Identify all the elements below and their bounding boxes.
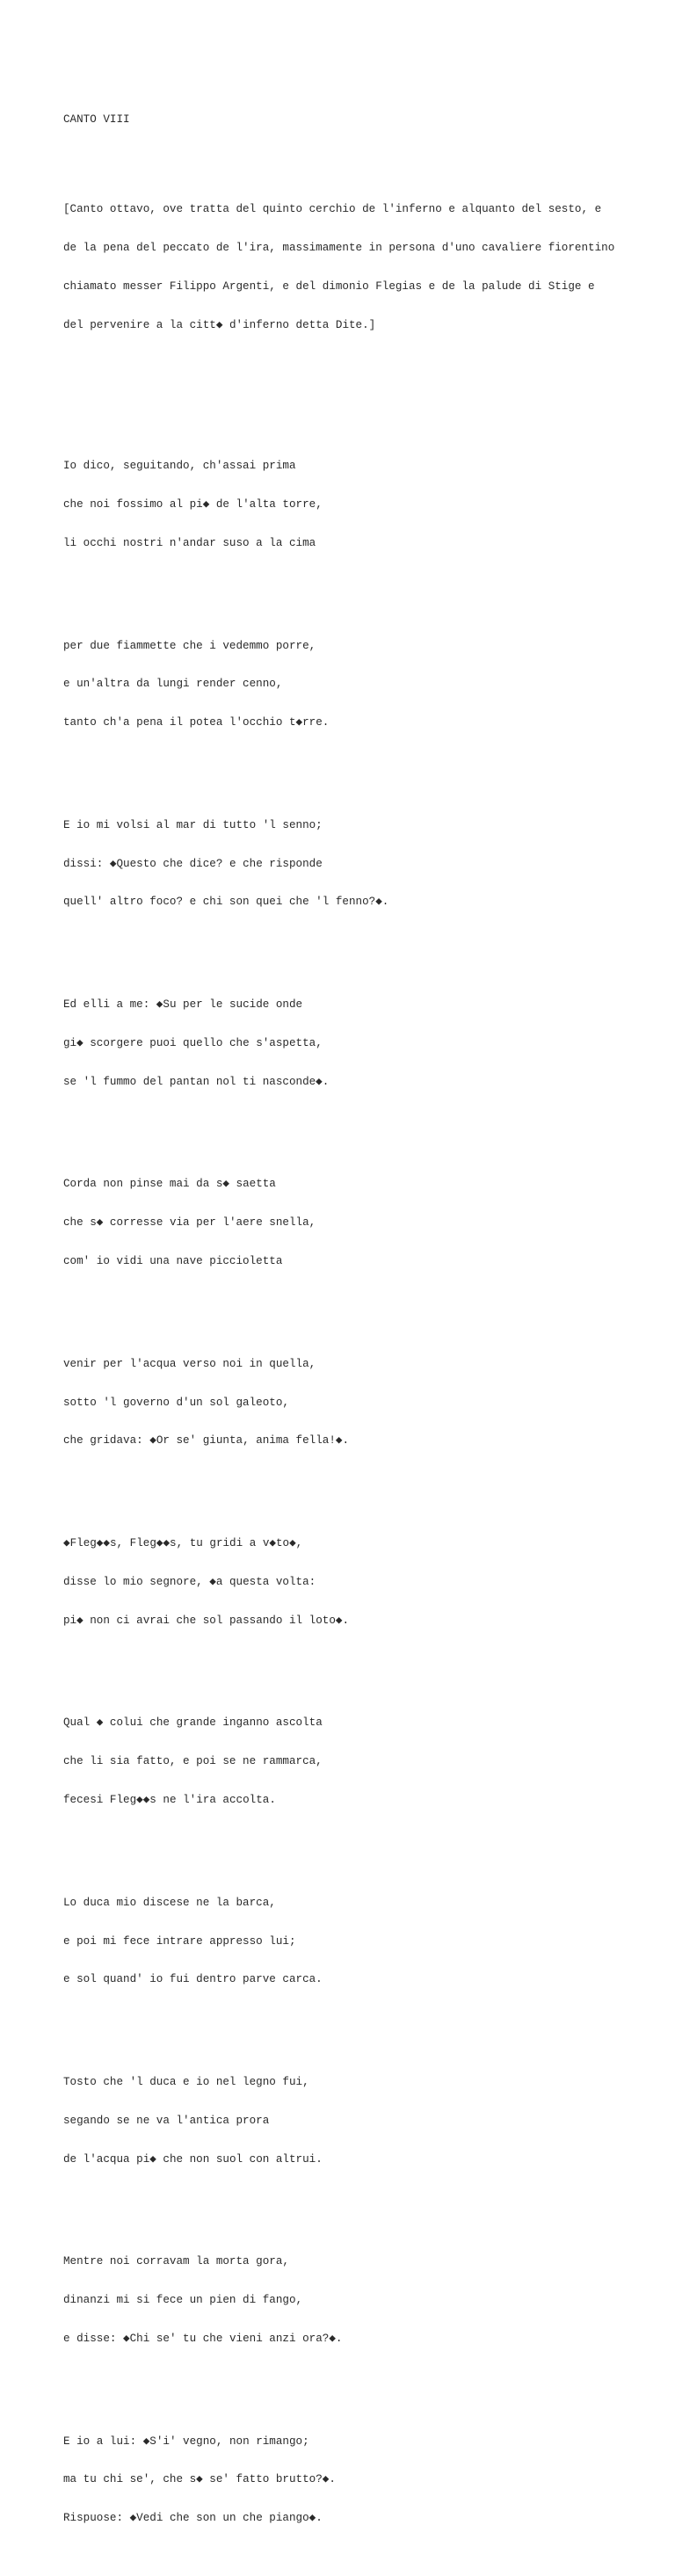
verse-line: e poi mi fece intrare appresso lui; xyxy=(63,1934,296,1948)
verse-line: ma tu chi se', che s◆ se' fatto brutto?◆. xyxy=(63,2473,336,2486)
tercet xyxy=(63,2230,643,2371)
verse-line: e sol quand' io fui dentro parve carca. xyxy=(63,1973,323,1986)
verse-line: E io a lui: ◆S'i' vegno, non rimango; xyxy=(63,2435,309,2448)
tercet xyxy=(63,1332,643,1474)
verse-line: de l'acqua pi◆ che non suol con altrui. xyxy=(63,2152,323,2166)
intro-line: chiamato messer Filippo Argenti, e del dimonio Flegias e de la palude di Stige e xyxy=(63,279,595,293)
tercet xyxy=(63,1691,643,1832)
verse-line: quell' altro foco? e chi son quei che 'l fenno?◆. xyxy=(63,896,389,909)
verse-line: disse lo mio segnore, ◆a questa volta: xyxy=(63,1575,316,1588)
verse-line: Lo duca mio discese ne la barca, xyxy=(63,1896,276,1909)
verse-line: segando se ne va l'antica prora xyxy=(63,2114,270,2127)
verse-line: Tosto che 'l duca e io nel legno fui, xyxy=(63,2076,309,2089)
verse-line: tanto ch'a pena il potea l'occhio t◆rre. xyxy=(63,716,330,729)
verse-line: com' io vidi una nave piccioletta xyxy=(63,1255,283,1268)
verse-line: Mentre noi corravam la morta gora, xyxy=(63,2255,289,2268)
tercet xyxy=(63,2050,643,2192)
tercet xyxy=(63,1152,643,1294)
verse-line: e disse: ◆Chi se' tu che vieni anzi ora?◆. xyxy=(63,2332,343,2345)
verse-line: e un'altra da lungi render cenno, xyxy=(63,678,283,691)
tercet xyxy=(63,973,643,1114)
verse-line: che noi fossimo al pi◆ de l'alta torre, xyxy=(63,498,323,512)
verse-line: E io mi volsi al mar di tutto 'l senno; xyxy=(63,818,323,831)
canto-introduction xyxy=(63,178,643,357)
verse-line: li occhi nostri n'andar suso a la cima xyxy=(63,536,316,549)
verse-line: sotto 'l governo d'un sol galeoto, xyxy=(63,1396,289,1409)
verse-line: Rispuose: ◆Vedi che son un che piango◆. xyxy=(63,2512,323,2525)
intro-line: de la pena del peccato de l'ira, massimamente in persona d'uno cavaliere fiorentino xyxy=(63,242,615,255)
verse-line: se 'l fummo del pantan nol ti nasconde◆. xyxy=(63,1075,330,1088)
verse-line: per due fiammette che i vedemmo porre, xyxy=(63,639,316,652)
tercet xyxy=(63,794,643,935)
intro-line: [Canto ottavo, ove tratta del quinto cerchio de l'inferno e alquanto del sesto, e xyxy=(63,203,602,216)
intro-line: del pervenire a la citt◆ d'inferno detta Dite.] xyxy=(63,318,376,331)
tercet xyxy=(63,2409,643,2551)
verse-line: Corda non pinse mai da s◆ saetta xyxy=(63,1178,276,1191)
tercet xyxy=(63,434,643,576)
tercet xyxy=(63,1871,643,2013)
tercet xyxy=(63,613,643,755)
canto-title: CANTO VIII xyxy=(63,113,130,127)
document-page xyxy=(63,88,643,2576)
verse-line: Io dico, seguitando, ch'assai prima xyxy=(63,460,296,473)
tercet xyxy=(63,1512,643,1653)
verse-line: venir per l'acqua verso noi in quella, xyxy=(63,1357,316,1370)
verse-line: Ed elli a me: ◆Su per le sucide onde xyxy=(63,998,303,1012)
verse-line: che li sia fatto, e poi se ne rammarca, xyxy=(63,1755,323,1768)
verse-line: dinanzi mi si fece un pien di fango, xyxy=(63,2294,303,2307)
verse-line: gi◆ scorgere puoi quello che s'aspetta, xyxy=(63,1036,323,1049)
verse-line: fecesi Fleg◆◆s ne l'ira accolta. xyxy=(63,1793,276,1806)
verse-line: ◆Fleg◆◆s, Fleg◆◆s, tu gridi a v◆to◆, xyxy=(63,1537,303,1550)
verse-line: che s◆ corresse via per l'aere snella, xyxy=(63,1216,316,1230)
verse-line: che gridava: ◆Or se' giunta, anima fella!◆. xyxy=(63,1434,350,1448)
verse-line: pi◆ non ci avrai che sol passando il loto◆. xyxy=(63,1614,350,1627)
verse-line: Qual ◆ colui che grande inganno ascolta xyxy=(63,1716,323,1730)
verse-line: dissi: ◆Questo che dice? e che risponde xyxy=(63,857,323,870)
